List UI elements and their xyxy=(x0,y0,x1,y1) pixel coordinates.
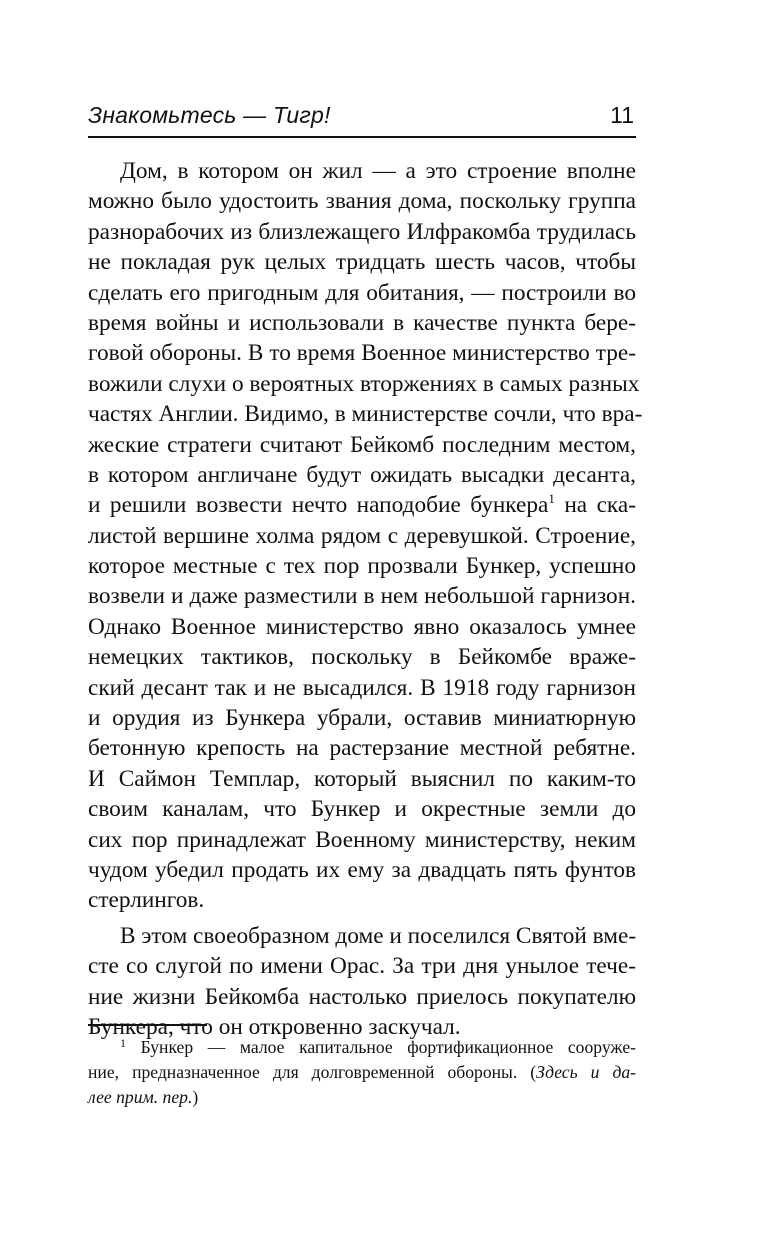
text-line: стерлингов. xyxy=(88,887,205,914)
text-line: сте со слугой по имени Орас. За три дня унылое тече- xyxy=(88,953,636,980)
text-line: которое местные с тех пор прозвали Бункер, успешно xyxy=(88,553,636,580)
text-line: вожили слухи о вероятных вторжениях в самых разных xyxy=(88,370,640,397)
text-line: листой вершине холма рядом с деревушкой. Строение, xyxy=(88,522,636,549)
line-end: на ска- xyxy=(554,492,636,519)
text-line: сделать его пригодным для обитания, — построили во xyxy=(88,279,636,306)
text-line: Бункера, что он откровенно заскучал. xyxy=(88,1013,461,1040)
text-line: бетонную крепость на растерзание местной ребятне. xyxy=(88,735,636,762)
text-line: Однако Военное министерство явно оказалось умнее xyxy=(88,613,636,640)
footnote-marker: 1 xyxy=(120,1036,126,1050)
footnote-reference[interactable]: 1 xyxy=(548,491,555,507)
footnote-text: ние, предназначенное для долговременной обороны. ( xyxy=(88,1062,537,1082)
text-line: чудом убедил продать их ему за двадцать пять фунтов xyxy=(88,856,636,883)
text-line: частях Англии. Видимо, в министерстве сочли, что вра- xyxy=(88,401,643,428)
text-line: В этом своеобразном доме и поселился Святой вме- xyxy=(120,922,637,949)
footnote-text: Бункер — малое капитальное фортификационное сооруже- xyxy=(126,1037,636,1057)
text-line: возвели и даже разместили в нем небольшой гарнизон. xyxy=(88,583,636,610)
text-line: в котором англичане будут ожидать высадки десанта, xyxy=(88,461,636,488)
text-line: своим каналам, что Бункер и окрестные земли до xyxy=(88,796,636,823)
text-line: и орудия из Бункера убрали, оставив миниатюрную xyxy=(88,705,636,732)
footnote-line xyxy=(88,1060,636,1085)
text-line-with-footnote xyxy=(88,490,636,520)
text-line: ние жизни Бейкомба настолько приелось покупателю xyxy=(88,983,636,1010)
footnote-line xyxy=(88,1085,636,1110)
text-line: И Саймон Темплар, который выяснил по каким-то xyxy=(88,765,636,792)
footnote xyxy=(88,1035,636,1110)
page-header xyxy=(88,98,636,138)
footnote-separator xyxy=(88,1024,207,1026)
text-line: разнорабочих из близлежащего Илфракомба трудилась xyxy=(88,218,636,245)
running-title: Знакомьтесь — Тигр! xyxy=(88,102,331,128)
footnote-italic-text: лее прим. пер. xyxy=(88,1087,193,1107)
footnote-text: ) xyxy=(192,1087,199,1107)
text-line: сих пор принадлежат Военному министерству, неким xyxy=(88,826,636,853)
text-line: Дом, в котором он жил — а это строение вполне xyxy=(120,158,636,184)
paragraph-1 xyxy=(88,156,643,916)
text-line: можно было удостоить звания дома, поскольку группа xyxy=(88,188,636,215)
text-line: жеские стратеги считают Бейкомб последним местом, xyxy=(88,431,636,458)
page-number: 11 xyxy=(610,102,634,128)
text-line: время войны и использовали в качестве пункта бере- xyxy=(88,309,636,336)
footnote-line xyxy=(88,1035,636,1060)
text-line: не покладая рук целых тридцать шесть часов, чтобы xyxy=(88,249,636,276)
text-line: немецких тактиков, поскольку в Бейкомбе враже- xyxy=(88,644,636,671)
line-start: и решили возвести нечто наподобие бункера xyxy=(88,492,549,519)
text-line: говой обороны. В то время Военное министерство тре- xyxy=(88,340,636,367)
text-line: ский десант так и не высадился. В 1918 году гарнизон xyxy=(88,674,636,701)
footnote-italic-text: Здесь и да- xyxy=(536,1062,636,1082)
main-text xyxy=(88,156,643,1042)
